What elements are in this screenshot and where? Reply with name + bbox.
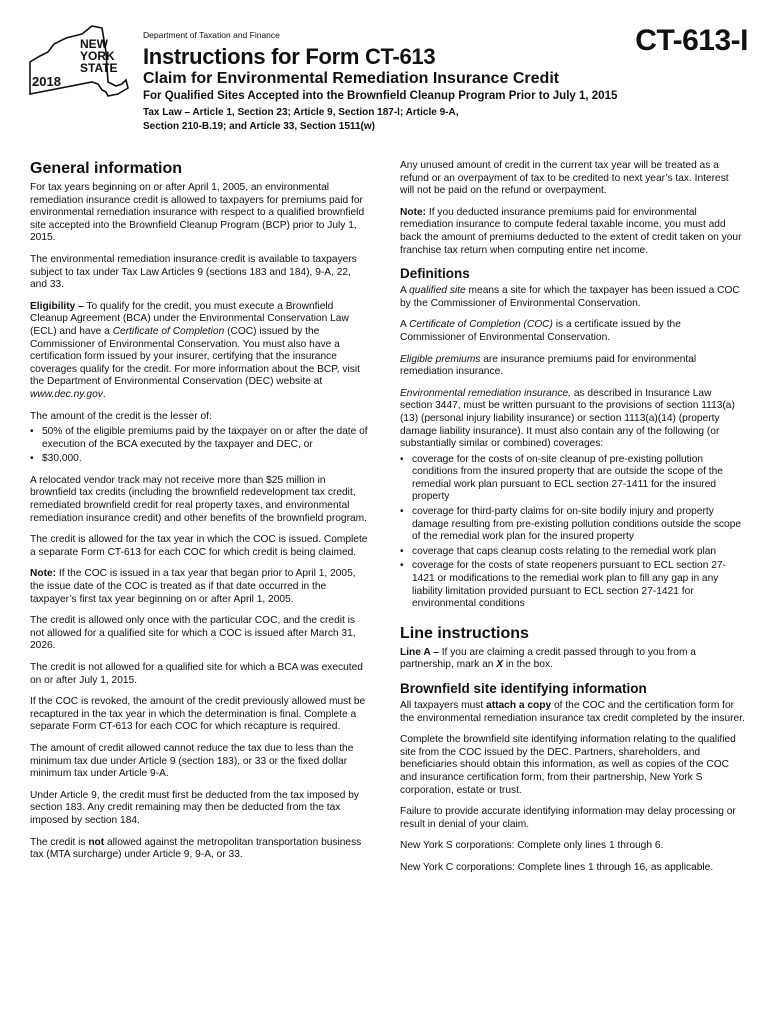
list-item: • 50% of the eligible premiums paid by the taxpayer on or after the date of execution of the BCA executed by the taxpayer and DEC, or xyxy=(30,426,370,451)
department-name: Department of Taxation and Finance xyxy=(143,30,280,40)
term: qualified site xyxy=(409,285,466,297)
paragraph: For tax years beginning on or after April 1, 2005, an environmental remediation insurance credit is allowed to taxpayers for premiums paid for environmental remediation insurance with respect to a qualified brownfield site accepted into the Brownfield Cleanup Program (BCP) prior to July 1, 2015. xyxy=(30,182,365,244)
text-run: as described in Insurance Law section 3447, must be written pursuant to the provisions of section 1113(a)(13) (personal injury liability insurance) or section 1113(a)(14) (property damage liability insurance). It must also contain any of the following (or substantially similar or combined) coverages: xyxy=(400,387,735,450)
note-paragraph xyxy=(400,207,745,257)
text-run: The credit is xyxy=(30,836,89,848)
text-run: are insurance premiums paid for environmental remediation insurance. xyxy=(400,353,697,378)
definition xyxy=(400,354,745,379)
paragraph: Failure to provide accurate identifying information may delay processing or result in denial of your claim. xyxy=(400,806,736,830)
logo-line-york: YORK xyxy=(80,49,115,63)
text-run: is a certificate issued by the Commissioner of Environmental Conservation. xyxy=(400,319,681,343)
list-item: • coverage for the costs of on-site cleanup of pre-existing pollution conditions from the insured property that are outside the scope of the remedial work plan pursuant to ECL section 27-1411 for the insured property xyxy=(400,454,745,504)
text-run: All taxpayers must xyxy=(400,700,487,711)
paragraph: The amount of credit allowed cannot reduce the tax due to less than the minimum tax due under Article 9 (section 183), or 33 or the fixed dollar minimum tax under Article 9-A. xyxy=(30,742,354,780)
form-id: CT-613-I xyxy=(635,24,748,57)
text-run: A xyxy=(400,319,410,331)
term: Eligible premiums xyxy=(400,353,481,365)
definitions-heading: Definitions xyxy=(400,266,470,282)
note-label: Note: xyxy=(30,568,57,580)
text-run: If you are claiming a credit passed through to you from a partnership, mark an xyxy=(400,646,696,671)
text-run: (COC) issued by the Commissioner of Environmental Conservation. You must also have a certification form issued by your insurer, certifying that the insurance coverages qualify for the credit. For more information about the BCP, visit the Department of Environmental Conservation (DEC) website at xyxy=(30,325,360,388)
brownfield-heading: Brownfield site identifying information xyxy=(400,681,647,696)
credit-amount-list xyxy=(30,426,370,466)
paragraph xyxy=(400,700,745,725)
text-run: in the box. xyxy=(503,659,553,671)
paragraph: New York S corporations: Complete only lines 1 through 6. xyxy=(400,840,664,852)
paragraph: The credit is not allowed for a qualified site for which a BCA was executed on or after July 1, 2015. xyxy=(30,662,363,686)
definition xyxy=(400,388,745,451)
note-label: Note: xyxy=(400,206,427,218)
paragraph: A relocated vendor track may not receive more than $25 million in brownfield tax credits (including the brownfield redevelopment tax credit, remediated brownfield credit for real property taxes, and environmental remediation insurance credit) and other benefits of the brownfield program. xyxy=(30,474,367,524)
text-run: of the COC and the certification form for the environmental remediation insurance tax credit completed by the insurer. xyxy=(400,700,745,724)
paragraph: If the COC is revoked, the amount of the credit previously allowed must be recaptured in the tax year in which the determination is final. Complete a separate Form CT-613 for each COC for which recapture is required. xyxy=(30,696,366,733)
text-run: If the COC is issued in a tax year that began prior to April 1, 2005, the issue date of the COC is treated as if that date occurred in the taxpayer’s first tax year beginning on or after April 1, 2005. xyxy=(30,568,356,605)
emphasis-attach: attach a copy xyxy=(486,700,552,711)
line-instructions-heading: Line instructions xyxy=(400,624,529,642)
x-mark: X xyxy=(496,659,504,671)
emphasis-not: not xyxy=(88,836,105,848)
paragraph: The credit is allowed only once with the particular COC, and the credit is not allowed for a qualified site for which a COC is issued after March 31, 2026. xyxy=(30,615,356,652)
text-run: allowed against the metropolitan transportation business tax (MTA surcharge) under Article 9, 9-A, or 33. xyxy=(30,836,362,861)
text-run: If you deducted insurance premiums paid for environmental remediation insurance to compute federal taxable income, you must add back the amount of premiums deducted to the extent of credit taken on your franchise tax return when computing entire net income. xyxy=(400,206,742,256)
logo-line-new: NEW xyxy=(80,37,108,51)
term: Certificate of Completion (COC) xyxy=(409,319,553,331)
paragraph: The credit is allowed for the tax year in which the COC is issued. Complete a separate Form CT-613 for each COC for which credit is being claimed. xyxy=(30,534,368,558)
text-run: . xyxy=(102,388,106,400)
note-paragraph xyxy=(30,568,370,606)
left-column xyxy=(30,160,370,871)
general-information-heading: General information xyxy=(30,160,183,177)
page-subtitle: Claim for Environmental Remediation Insurance Credit xyxy=(143,70,560,87)
list-item: • coverage that caps cleanup costs relating to the remedial work plan xyxy=(400,546,745,559)
coverage-list xyxy=(400,454,745,611)
definition xyxy=(400,285,745,310)
paragraph xyxy=(30,837,370,862)
tax-law-line: Tax Law – Article 1, Section 23; Article 9, Section 187-l; Article 9-A, xyxy=(143,107,459,118)
dec-website-link[interactable]: www.dec.ny.gov xyxy=(30,388,103,400)
text-run: A xyxy=(400,285,410,297)
paragraph: New York C corporations: Complete lines 1 through 16, as applicable. xyxy=(400,861,714,873)
paragraph: Under Article 9, the credit must first be deducted from the tax imposed by section 183. Any credit remaining may then be deducted from the tax imposed by section 184. xyxy=(30,789,359,826)
definition xyxy=(400,319,745,344)
logo-line-state: STATE xyxy=(80,61,118,75)
tax-law-reference xyxy=(143,106,458,134)
eligibility-paragraph xyxy=(30,301,370,402)
list-item: • $30,000. xyxy=(30,453,370,466)
page-title: Instructions for Form CT-613 xyxy=(143,44,436,69)
list-item: • coverage for third-party claims for on-site bodily injury and property damage resulting from pre-existing pollution conditions outside the scope of the remedial work plan for the insured property xyxy=(400,506,745,544)
paragraph: Any unused amount of credit in the current tax year will be treated as a refund or an overpayment of tax to be credited to next year’s tax. Interest will not be paid on the refund or overpayment. xyxy=(400,160,729,197)
coc-term: Certificate of Completion xyxy=(112,325,225,337)
term: Environmental remediation insurance, xyxy=(400,387,572,399)
line-a-paragraph xyxy=(400,647,745,672)
state-outline-icon xyxy=(22,22,132,102)
text-run: To qualify for the credit, you must execute a Brownfield Cleanup Agreement (BCA) under the Environmental Conservation Law (ECL) and have a xyxy=(30,300,349,337)
list-item: • coverage for the costs of state reopeners pursuant to ECL section 27-1421 or modifications to the remedial work plan to fill any gap in any liability limitation provided pursuant to ECL section 27-1421 for environmental conditions xyxy=(400,560,745,610)
paragraph: The amount of the credit is the lesser of: xyxy=(30,410,212,422)
right-column xyxy=(400,160,745,884)
paragraph: Complete the brownfield site identifying information relating to the qualified site from the COC issued by the DEC. Partners, shareholders, and beneficiaries should obtain this information, as well as copies of the COC and insurance certification form, from their partnership, New York S corporation, estate or trust. xyxy=(400,734,736,796)
page-subtitle-qualified-sites: For Qualified Sites Accepted into the Brownfield Cleanup Program Prior to July 1, 2015 xyxy=(143,90,618,102)
text-run: means a site for which the taxpayer has been issued a COC by the Commissioner of Environmental Conservation. xyxy=(400,285,740,309)
line-a-label: Line A – xyxy=(400,646,439,658)
eligibility-label: Eligibility – xyxy=(30,300,84,312)
paragraph: The environmental remediation insurance credit is available to taxpayers subject to tax under Tax Law Articles 9 (sections 183 and 184), 9-A, 22, and 33. xyxy=(30,253,357,291)
new-york-state-logo xyxy=(22,22,132,102)
tax-law-line: Section 210-B.19; and Article 33, Section 1511(w) xyxy=(143,121,375,132)
tax-year: 2018 xyxy=(32,74,61,89)
